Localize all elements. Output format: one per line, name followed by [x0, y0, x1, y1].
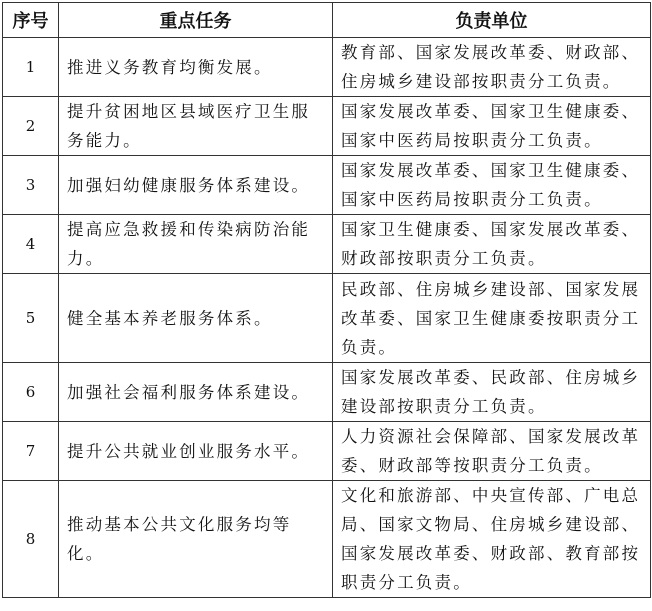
table-row — [3, 481, 651, 598]
row-unit: 教育部、国家发展改革委、财政部、住房城乡建设部按职责分工负责。 — [333, 38, 651, 97]
table-row — [3, 97, 651, 156]
row-index: 7 — [3, 422, 59, 481]
table-row — [3, 422, 651, 481]
row-unit: 国家卫生健康委、国家发展改革委、财政部按职责分工负责。 — [333, 215, 651, 274]
row-unit: 国家发展改革委、民政部、住房城乡建设部按职责分工负责。 — [333, 363, 651, 422]
row-unit: 国家发展改革委、国家卫生健康委、国家中医药局按职责分工负责。 — [333, 156, 651, 215]
row-unit: 文化和旅游部、中央宣传部、广电总局、国家文物局、住房城乡建设部、国家发展改革委、财政部、教育部按职责分工负责。 — [333, 481, 651, 598]
row-task: 加强社会福利服务体系建设。 — [59, 363, 333, 422]
header-unit: 负责单位 — [333, 3, 651, 38]
row-unit: 国家发展改革委、国家卫生健康委、国家中医药局按职责分工负责。 — [333, 97, 651, 156]
header-index: 序号 — [3, 3, 59, 38]
row-task: 提升贫困地区县域医疗卫生服务能力。 — [59, 97, 333, 156]
row-task: 推进义务教育均衡发展。 — [59, 38, 333, 97]
row-task: 提高应急救援和传染病防治能力。 — [59, 215, 333, 274]
row-index: 1 — [3, 38, 59, 97]
table-row — [3, 274, 651, 363]
row-task: 加强妇幼健康服务体系建设。 — [59, 156, 333, 215]
header-task: 重点任务 — [59, 3, 333, 38]
row-index: 4 — [3, 215, 59, 274]
row-index: 5 — [3, 274, 59, 363]
row-index: 3 — [3, 156, 59, 215]
row-unit: 民政部、住房城乡建设部、国家发展改革委、国家卫生健康委按职责分工负责。 — [333, 274, 651, 363]
task-table — [2, 2, 651, 598]
row-task: 健全基本养老服务体系。 — [59, 274, 333, 363]
row-task: 提升公共就业创业服务水平。 — [59, 422, 333, 481]
header-row — [3, 3, 651, 38]
row-index: 2 — [3, 97, 59, 156]
table-row — [3, 215, 651, 274]
row-task: 推动基本公共文化服务均等化。 — [59, 481, 333, 598]
table-row — [3, 156, 651, 215]
table-row — [3, 38, 651, 97]
row-index: 6 — [3, 363, 59, 422]
table-row — [3, 363, 651, 422]
row-unit: 人力资源社会保障部、国家发展改革委、财政部等按职责分工负责。 — [333, 422, 651, 481]
row-index: 8 — [3, 481, 59, 598]
